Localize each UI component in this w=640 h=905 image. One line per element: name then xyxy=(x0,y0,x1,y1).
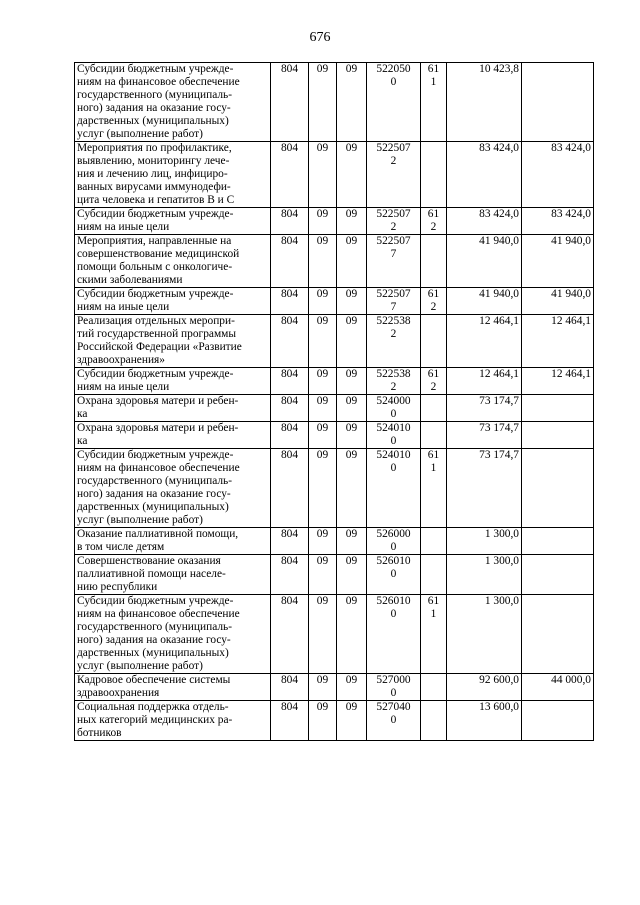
row-amount-total-cell: 73 174,7 xyxy=(447,449,522,528)
row-amount-total-cell: 13 600,0 xyxy=(447,701,522,741)
row-amount-total-cell: 41 940,0 xyxy=(447,235,522,288)
row-target-article-cell: 522538 2 xyxy=(367,368,421,395)
row-expense-type-cell: 61 1 xyxy=(421,449,447,528)
row-section-code-cell: 09 xyxy=(309,315,337,368)
row-subsection-code-cell: 09 xyxy=(337,235,367,288)
row-amount-total-cell: 83 424,0 xyxy=(447,208,522,235)
row-ministry-code-cell: 804 xyxy=(271,674,309,701)
table-row xyxy=(75,315,594,368)
row-amount-federal-cell xyxy=(522,595,594,674)
row-amount-total-cell: 12 464,1 xyxy=(447,368,522,395)
row-name-cell: Мероприятия, направленные на совершенствование медицинской помощи больным с онкологиче- скими заболеваниями xyxy=(75,235,271,288)
row-ministry-code-cell: 804 xyxy=(271,368,309,395)
row-section-code-cell: 09 xyxy=(309,142,337,208)
row-target-article-cell: 526010 0 xyxy=(367,595,421,674)
table-row xyxy=(75,701,594,741)
row-name-cell: Субсидии бюджетным учрежде- ниям на финансовое обеспечение государственного (муниципаль- ного) задания на оказание госу- дарственных (муниципальных) услуг (выполнение работ) xyxy=(75,595,271,674)
row-target-article-cell: 524010 0 xyxy=(367,449,421,528)
row-target-article-cell: 524010 0 xyxy=(367,422,421,449)
row-ministry-code-cell: 804 xyxy=(271,208,309,235)
row-amount-total-cell: 73 174,7 xyxy=(447,422,522,449)
row-amount-federal-cell: 12 464,1 xyxy=(522,315,594,368)
row-target-article-cell: 522507 2 xyxy=(367,208,421,235)
row-expense-type-cell xyxy=(421,235,447,288)
table-row xyxy=(75,142,594,208)
row-subsection-code-cell: 09 xyxy=(337,142,367,208)
row-section-code-cell: 09 xyxy=(309,368,337,395)
row-subsection-code-cell: 09 xyxy=(337,368,367,395)
row-amount-total-cell: 41 940,0 xyxy=(447,288,522,315)
row-ministry-code-cell: 804 xyxy=(271,449,309,528)
row-subsection-code-cell: 09 xyxy=(337,701,367,741)
row-expense-type-cell xyxy=(421,142,447,208)
row-section-code-cell: 09 xyxy=(309,288,337,315)
row-amount-federal-cell xyxy=(522,701,594,741)
row-name-cell: Оказание паллиативной помощи, в том числе детям xyxy=(75,528,271,555)
row-amount-total-cell: 73 174,7 xyxy=(447,395,522,422)
row-amount-total-cell: 1 300,0 xyxy=(447,595,522,674)
table-row xyxy=(75,235,594,288)
row-target-article-cell: 522050 0 xyxy=(367,63,421,142)
table-row xyxy=(75,288,594,315)
row-amount-total-cell: 1 300,0 xyxy=(447,528,522,555)
row-target-article-cell: 522507 7 xyxy=(367,235,421,288)
table-row xyxy=(75,422,594,449)
row-section-code-cell: 09 xyxy=(309,528,337,555)
row-amount-total-cell: 10 423,8 xyxy=(447,63,522,142)
row-section-code-cell: 09 xyxy=(309,63,337,142)
row-expense-type-cell: 61 2 xyxy=(421,368,447,395)
row-amount-total-cell: 12 464,1 xyxy=(447,315,522,368)
row-section-code-cell: 09 xyxy=(309,395,337,422)
row-subsection-code-cell: 09 xyxy=(337,395,367,422)
row-ministry-code-cell: 804 xyxy=(271,395,309,422)
row-amount-federal-cell: 41 940,0 xyxy=(522,288,594,315)
row-expense-type-cell: 61 2 xyxy=(421,288,447,315)
table-row xyxy=(75,449,594,528)
row-name-cell: Субсидии бюджетным учрежде- ниям на финансовое обеспечение государственного (муниципаль- ного) задания на оказание госу- дарственных (муниципальных) услуг (выполнение работ) xyxy=(75,63,271,142)
row-expense-type-cell: 61 1 xyxy=(421,595,447,674)
row-amount-federal-cell: 41 940,0 xyxy=(522,235,594,288)
row-expense-type-cell xyxy=(421,422,447,449)
row-subsection-code-cell: 09 xyxy=(337,595,367,674)
row-ministry-code-cell: 804 xyxy=(271,63,309,142)
row-amount-total-cell: 83 424,0 xyxy=(447,142,522,208)
row-ministry-code-cell: 804 xyxy=(271,288,309,315)
row-expense-type-cell xyxy=(421,555,447,595)
row-section-code-cell: 09 xyxy=(309,674,337,701)
row-expense-type-cell xyxy=(421,528,447,555)
row-amount-federal-cell xyxy=(522,395,594,422)
row-section-code-cell: 09 xyxy=(309,422,337,449)
row-name-cell: Кадровое обеспечение системы здравоохранения xyxy=(75,674,271,701)
row-amount-federal-cell xyxy=(522,422,594,449)
row-ministry-code-cell: 804 xyxy=(271,595,309,674)
budget-table-body xyxy=(75,63,594,741)
row-amount-federal-cell xyxy=(522,528,594,555)
row-target-article-cell: 526000 0 xyxy=(367,528,421,555)
row-ministry-code-cell: 804 xyxy=(271,142,309,208)
row-subsection-code-cell: 09 xyxy=(337,449,367,528)
row-ministry-code-cell: 804 xyxy=(271,701,309,741)
row-name-cell: Охрана здоровья матери и ребен- ка xyxy=(75,395,271,422)
row-ministry-code-cell: 804 xyxy=(271,528,309,555)
row-amount-federal-cell xyxy=(522,63,594,142)
row-target-article-cell: 522507 7 xyxy=(367,288,421,315)
row-target-article-cell: 526010 0 xyxy=(367,555,421,595)
row-subsection-code-cell: 09 xyxy=(337,422,367,449)
page-number: 676 xyxy=(309,30,331,45)
row-subsection-code-cell: 09 xyxy=(337,288,367,315)
row-ministry-code-cell: 804 xyxy=(271,235,309,288)
row-amount-federal-cell: 83 424,0 xyxy=(522,142,594,208)
row-target-article-cell: 522507 2 xyxy=(367,142,421,208)
row-amount-federal-cell: 83 424,0 xyxy=(522,208,594,235)
row-expense-type-cell xyxy=(421,315,447,368)
row-amount-federal-cell: 44 000,0 xyxy=(522,674,594,701)
row-target-article-cell: 527040 0 xyxy=(367,701,421,741)
row-section-code-cell: 09 xyxy=(309,595,337,674)
row-amount-federal-cell xyxy=(522,449,594,528)
row-target-article-cell: 522538 2 xyxy=(367,315,421,368)
row-subsection-code-cell: 09 xyxy=(337,528,367,555)
row-amount-total-cell: 1 300,0 xyxy=(447,555,522,595)
table-row xyxy=(75,595,594,674)
row-name-cell: Социальная поддержка отдель- ных категорий медицинских ра- ботников xyxy=(75,701,271,741)
row-section-code-cell: 09 xyxy=(309,701,337,741)
row-name-cell: Субсидии бюджетным учрежде- ниям на иные цели xyxy=(75,208,271,235)
table-row xyxy=(75,674,594,701)
table-row xyxy=(75,208,594,235)
row-subsection-code-cell: 09 xyxy=(337,208,367,235)
row-amount-federal-cell xyxy=(522,555,594,595)
row-section-code-cell: 09 xyxy=(309,449,337,528)
row-subsection-code-cell: 09 xyxy=(337,555,367,595)
row-name-cell: Реализация отдельных меропри- тий государственной программы Российской Федерации «Развитие здравоохранения» xyxy=(75,315,271,368)
row-name-cell: Субсидии бюджетным учрежде- ниям на финансовое обеспечение государственного (муниципаль- ного) задания на оказание госу- дарственных (муниципальных) услуг (выполнение работ) xyxy=(75,449,271,528)
row-subsection-code-cell: 09 xyxy=(337,63,367,142)
row-name-cell: Субсидии бюджетным учрежде- ниям на иные цели xyxy=(75,368,271,395)
row-subsection-code-cell: 09 xyxy=(337,315,367,368)
row-name-cell: Охрана здоровья матери и ребен- ка xyxy=(75,422,271,449)
row-section-code-cell: 09 xyxy=(309,555,337,595)
table-row xyxy=(75,395,594,422)
row-subsection-code-cell: 09 xyxy=(337,674,367,701)
row-amount-total-cell: 92 600,0 xyxy=(447,674,522,701)
table-row xyxy=(75,528,594,555)
row-expense-type-cell xyxy=(421,701,447,741)
row-target-article-cell: 524000 0 xyxy=(367,395,421,422)
row-ministry-code-cell: 804 xyxy=(271,422,309,449)
row-name-cell: Совершенствование оказания паллиативной помощи населе- нию республики xyxy=(75,555,271,595)
row-amount-federal-cell: 12 464,1 xyxy=(522,368,594,395)
row-section-code-cell: 09 xyxy=(309,208,337,235)
table-row xyxy=(75,555,594,595)
row-ministry-code-cell: 804 xyxy=(271,315,309,368)
table-row xyxy=(75,63,594,142)
budget-table xyxy=(74,62,594,741)
row-expense-type-cell: 61 2 xyxy=(421,208,447,235)
row-section-code-cell: 09 xyxy=(309,235,337,288)
row-name-cell: Мероприятия по профилактике, выявлению, мониторингу лече- ния и лечению лиц, инфициро- ванных вирусами иммунодефи- цита человека и гепатитов В и С xyxy=(75,142,271,208)
row-target-article-cell: 527000 0 xyxy=(367,674,421,701)
row-expense-type-cell xyxy=(421,674,447,701)
row-name-cell: Субсидии бюджетным учрежде- ниям на иные цели xyxy=(75,288,271,315)
row-expense-type-cell: 61 1 xyxy=(421,63,447,142)
row-expense-type-cell xyxy=(421,395,447,422)
row-ministry-code-cell: 804 xyxy=(271,555,309,595)
table-row xyxy=(75,368,594,395)
